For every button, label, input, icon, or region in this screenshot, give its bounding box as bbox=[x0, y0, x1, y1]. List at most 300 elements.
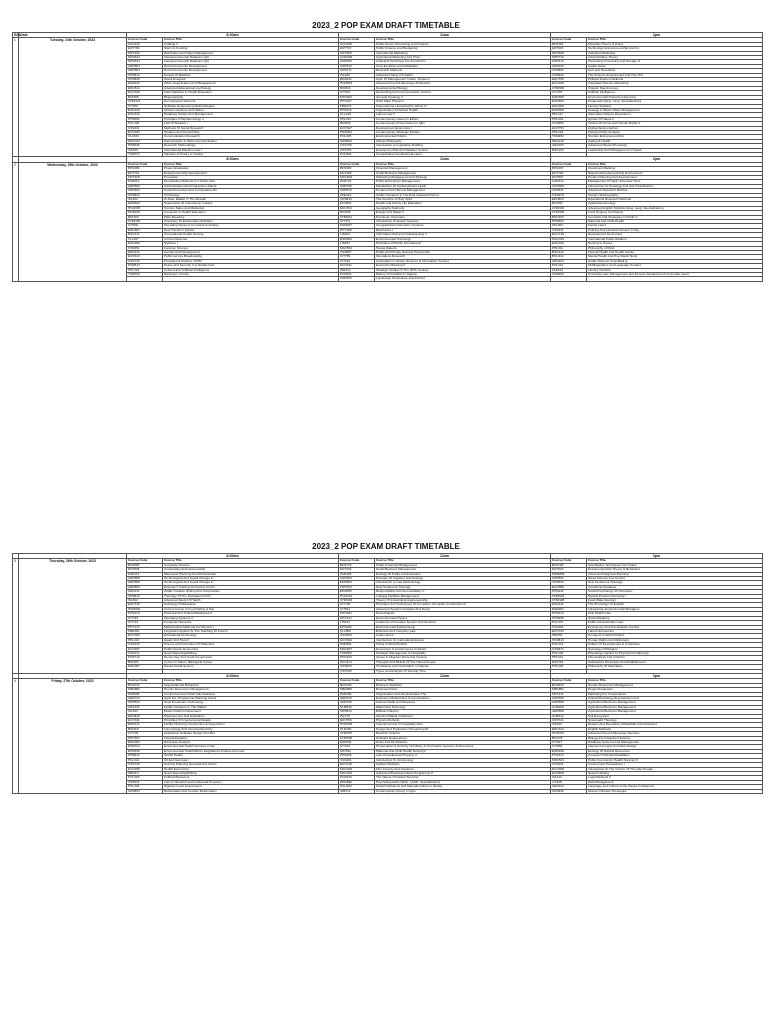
course-title: Product Planning And Development bbox=[587, 176, 763, 180]
course-title: Language and Culture of the Hausa In Diaspora bbox=[587, 785, 763, 789]
course-code: ISL840 bbox=[551, 723, 587, 727]
course-code: PAD724 bbox=[339, 180, 375, 184]
course-code: CSS822 bbox=[551, 73, 587, 77]
course-title: New Testament Theology bbox=[587, 581, 763, 585]
course-code: ENG419 bbox=[127, 108, 163, 112]
course-title: Ecology Of Natural Resources bbox=[587, 749, 763, 753]
course-code: FRE492 bbox=[127, 629, 163, 633]
course-code: ECO818 bbox=[551, 771, 587, 775]
course-title: Introduction To Criminology bbox=[375, 758, 551, 762]
course-title: Facility Planning Construction & Supervision bbox=[163, 723, 339, 727]
course-code: ENG833 bbox=[551, 100, 587, 104]
course-code: CRS771 bbox=[339, 69, 375, 73]
course-title-label: Course Title bbox=[163, 559, 339, 563]
course-title: Application Software Design And Mul bbox=[163, 732, 339, 736]
course-title: Technological And Social Change In bbox=[163, 577, 339, 581]
course-code: ESM303 bbox=[339, 237, 375, 241]
course-code: MPP712 bbox=[551, 56, 587, 60]
course-code: SLM514 bbox=[551, 714, 587, 718]
course-code: BSC303 bbox=[551, 215, 587, 219]
course-code: ESM305 bbox=[551, 95, 587, 99]
course-code: PRM461 bbox=[339, 130, 375, 134]
course-title: Principles & Practice Of PR bbox=[163, 259, 339, 263]
day-date: Friday, 27th October, 2023 bbox=[19, 679, 127, 794]
course-code: CRP406 bbox=[339, 577, 375, 581]
course-title: Rural Community Development bbox=[163, 69, 339, 73]
course-code: PUL418 bbox=[127, 122, 163, 126]
course-code: PHY413 bbox=[127, 625, 163, 629]
course-code: YOR312 bbox=[127, 272, 163, 276]
course-title: Applied Entomology bbox=[587, 202, 763, 206]
course-code: ISL829 bbox=[127, 148, 163, 152]
course-title: Principles And Techniques Of Compilers (Compiler Construction I) bbox=[375, 603, 551, 607]
course-title: Analytical Technique For Animal Pro bbox=[375, 60, 551, 64]
course-title: Legal Methods II bbox=[587, 776, 763, 780]
course-code: ANP306 bbox=[551, 697, 587, 701]
course-code: TSM456 bbox=[339, 651, 375, 655]
course-code: HCM302 bbox=[127, 607, 163, 611]
course-title: Business And Company Law bbox=[375, 629, 551, 633]
course-code: CLL307 bbox=[127, 237, 163, 241]
course-title: Mental Health And Psychiatric Nursi bbox=[587, 255, 763, 259]
course-title: Arabic Rhetoric III (al-Badi'u) bbox=[587, 259, 763, 263]
course-title: Quantitative Techniques For Financ bbox=[587, 563, 763, 567]
course-title: Computer In Health Education bbox=[163, 211, 339, 215]
course-title: Labour Law II bbox=[375, 113, 551, 117]
course-title: African Christian Theologies bbox=[587, 789, 763, 793]
course-title: English Methods bbox=[587, 727, 763, 731]
course-title: Chemistry Of Earthonides Actinides bbox=[163, 220, 339, 224]
course-code: MKT808 bbox=[551, 51, 587, 55]
course-title: Alternative Dispute Resolution I bbox=[587, 113, 763, 117]
course-title: Auditing II bbox=[163, 42, 339, 46]
course-title: Business Policy bbox=[375, 688, 551, 692]
course-title: Principles Of Public International bbox=[375, 242, 551, 246]
course-title: Theory Of Industrial Entrepreneurship bbox=[375, 599, 551, 603]
course-title: Design And Production Of Learning M bbox=[375, 727, 551, 731]
course-code: EDU766 bbox=[551, 78, 587, 82]
course-code: BFN402 bbox=[551, 42, 587, 46]
course-title: Democracy And Good Governance bbox=[163, 656, 339, 660]
course-code: PCR712 bbox=[127, 656, 163, 660]
course-title: Public Sector Economics bbox=[163, 647, 339, 651]
course-code: MAC827 bbox=[339, 647, 375, 651]
course-title-label: Course Title bbox=[587, 559, 763, 563]
course-title: General Topology II bbox=[375, 95, 551, 99]
course-code: MKC904 bbox=[339, 176, 375, 180]
course-title: Strategic Studies In The 20Th Century bbox=[375, 268, 551, 272]
course-title: Reaction Kinetics bbox=[375, 732, 551, 736]
course-code: CSS331 bbox=[127, 126, 163, 130]
course-code: ISL822 bbox=[127, 599, 163, 603]
course-title: Soil Ecosystem bbox=[587, 714, 763, 718]
course-code: NPM612 bbox=[127, 56, 163, 60]
course-code: ENT707 bbox=[339, 47, 375, 51]
course-title: Environmental Physics bbox=[375, 616, 551, 620]
course-title: Human Resources Management bbox=[163, 688, 339, 692]
course-code: ISL402 bbox=[127, 710, 163, 714]
course-title: Applied Statistics bbox=[375, 763, 551, 767]
course-code: CRP504 bbox=[127, 701, 163, 705]
course-code: CHM404 bbox=[551, 206, 587, 210]
course-code: CSS761 bbox=[339, 148, 375, 152]
course-code: CIT474 bbox=[339, 220, 375, 224]
course-title: Geography Methods bbox=[375, 206, 551, 210]
course-title: Agric Ext. Programme Planning And E bbox=[163, 697, 339, 701]
course-code: EDM841 bbox=[339, 581, 375, 585]
course-title: Supervision Of Instructions In Educ bbox=[163, 202, 339, 206]
course-title: Development Economics I bbox=[375, 126, 551, 130]
course-code: CSS715 bbox=[127, 259, 163, 263]
course-title: New Trends In Syntax bbox=[163, 228, 339, 232]
course-code-label: Course Code bbox=[551, 559, 587, 563]
course-title: Methods Of Social Research bbox=[163, 126, 339, 130]
timetable-page-2 bbox=[12, 541, 760, 794]
course-code bbox=[551, 277, 587, 281]
course-title bbox=[163, 277, 339, 281]
course-title: Electronics I bbox=[375, 228, 551, 232]
course-title: Advanced Research Method bbox=[587, 189, 763, 193]
course-code: MKT411 bbox=[551, 692, 587, 696]
course-code: CRS803 bbox=[339, 665, 375, 669]
course-title: Gender And Development bbox=[163, 250, 339, 254]
course-code: POL404 bbox=[127, 785, 163, 789]
course-title: Development Economics bbox=[587, 233, 763, 237]
course-code: FRE672 bbox=[339, 104, 375, 108]
course-title: Nigerian Local Government bbox=[163, 785, 339, 789]
course-code: BFN805 bbox=[127, 563, 163, 567]
course-code: ECO726 bbox=[339, 763, 375, 767]
course-title: Vocational Guidance bbox=[587, 585, 763, 589]
course-code: PHC323 bbox=[339, 656, 375, 660]
course-code: AEM504 bbox=[127, 64, 163, 68]
course-code: NPM812 bbox=[127, 60, 163, 64]
course-code: CIT416 bbox=[339, 259, 375, 263]
course-title-label: Course Title bbox=[375, 559, 551, 563]
course-title: Contemporary Prose Fiction In Igbo bbox=[375, 122, 551, 126]
course-title: Animal Physiology Reproduction And bbox=[587, 697, 763, 701]
course-title: Responsibility And Accountability in bbox=[375, 590, 551, 594]
course-code: PAD813 bbox=[127, 180, 163, 184]
course-title: Security Planning Development And D bbox=[163, 763, 339, 767]
course-code: SLM530 bbox=[339, 705, 375, 709]
course-code: CHM407 bbox=[339, 732, 375, 736]
course-code: EDU736 bbox=[127, 603, 163, 607]
course-code: ANP309 bbox=[339, 60, 375, 64]
course-title: Corporate Finance bbox=[163, 563, 339, 567]
course-title: Crop Evolution And Adaptation bbox=[375, 64, 551, 68]
course-code: BUS702 bbox=[339, 683, 375, 687]
course-title: Biogeography bbox=[163, 95, 339, 99]
course-title: Data Management bbox=[587, 780, 763, 784]
course-code: CIT401 bbox=[339, 91, 375, 95]
course-title: Christology bbox=[163, 193, 339, 197]
course-title: Greek Exegesis bbox=[163, 78, 339, 82]
course-code: CIT712 bbox=[127, 621, 163, 625]
course-code: PAM491 bbox=[339, 643, 375, 647]
course-title: Database Design And Management bbox=[163, 113, 339, 117]
course-title: Gospel Of Matthew bbox=[163, 73, 339, 77]
course-code: DES313 bbox=[127, 250, 163, 254]
course-code: ESM201 bbox=[551, 607, 587, 611]
course-title: Immunology And Immunochemistry bbox=[163, 727, 339, 731]
day-number: 3 bbox=[13, 559, 19, 674]
course-code: ECO409 bbox=[127, 767, 163, 771]
course-code: ECS821 bbox=[339, 202, 375, 206]
course-title: Watershed Hydrology bbox=[375, 705, 551, 709]
course-code: ECO441 bbox=[339, 264, 375, 268]
course-title: Urban And Regional Planning bbox=[587, 572, 763, 576]
course-code: BUS625 bbox=[551, 683, 587, 687]
course-title: Software Engineering Methodologies bbox=[163, 104, 339, 108]
course-title: Political Science Methods bbox=[587, 78, 763, 82]
course-title: Politics Of Development & Underdeve bbox=[587, 643, 763, 647]
course-title: Food Water Ecology bbox=[587, 599, 763, 603]
course-title: Advanced Broadcast News Programme P bbox=[375, 771, 551, 775]
course-code: ARA430 bbox=[127, 705, 163, 709]
course-code: EDA855 bbox=[339, 590, 375, 594]
course-code: PPL424 bbox=[127, 638, 163, 642]
course-title: Field Statistics In Health Education bbox=[163, 91, 339, 95]
page-title: 2023_2 POP EXAM DRAFT TIMETABLE bbox=[312, 21, 460, 30]
course-title: Ecology Of Public Administration bbox=[375, 572, 551, 576]
course-title: Research Methodology bbox=[163, 144, 339, 148]
course-title: Information Retrieval (Cataloguing) II bbox=[375, 233, 551, 237]
course-title: Policing And Law Enforcement In Nig bbox=[587, 228, 763, 232]
course-code: POL314 bbox=[551, 643, 587, 647]
course-title: Public Administration Law bbox=[587, 621, 763, 625]
course-code: CHM309 bbox=[551, 211, 587, 215]
timetable-page-1 bbox=[12, 20, 760, 282]
course-code: CSS878 bbox=[551, 193, 587, 197]
course-title: Environmental Health Ethics Regulations Policies And Law bbox=[163, 749, 339, 753]
course-code: EDU823 bbox=[551, 198, 587, 202]
course-title: Environmental Health Services In Em bbox=[163, 745, 339, 749]
course-title: Concept Of Mental Disabilities bbox=[587, 754, 763, 758]
course-code: EGC805 bbox=[551, 585, 587, 589]
day-number: 2 bbox=[13, 162, 19, 281]
course-code: BFN407 bbox=[551, 167, 587, 171]
course-title: Family Law II bbox=[587, 224, 763, 228]
course-title: Advanced Study Of Hadith bbox=[163, 599, 339, 603]
course-code: ENG333 bbox=[551, 242, 587, 246]
course-code-label: Course Code bbox=[127, 162, 163, 166]
course-title: Metabolism Of Carbohydrates Lipids bbox=[375, 184, 551, 188]
course-code: AEM609 bbox=[551, 701, 587, 705]
course-title: Petroleum Chemistry bbox=[375, 215, 551, 219]
course-code: CSS411 bbox=[127, 651, 163, 655]
course-title: Equity And Trust II bbox=[163, 638, 339, 642]
header-sn: S/N bbox=[14, 33, 20, 37]
course-title: Forensic Science bbox=[163, 246, 339, 250]
course-code-label: Course Code bbox=[339, 38, 375, 42]
course-title: Strategic Management In Hospitality bbox=[375, 651, 551, 655]
course-code: BIO842 bbox=[339, 122, 375, 126]
course-title: Public And Private Security Partnership bbox=[375, 250, 551, 254]
course-code: EDA816 bbox=[127, 82, 163, 86]
course-title: Promotion bbox=[163, 176, 339, 180]
course-code: CHM318 bbox=[551, 594, 587, 598]
course-title: Agricultural Business Management bbox=[587, 710, 763, 714]
course-title: Organizational Behaviour bbox=[163, 683, 339, 687]
course-code: BUS422 bbox=[127, 683, 163, 687]
course-title: Artificial Intelligence bbox=[587, 91, 763, 95]
course-title: Entrepreneurship Development bbox=[163, 171, 339, 175]
course-title: Taxation And Fiscal Policy bbox=[163, 130, 339, 134]
course-code: MAC334 bbox=[551, 237, 587, 241]
course-title: Intergovernmental Relations (Igr) bbox=[163, 56, 339, 60]
slot-heading: 11am bbox=[339, 33, 551, 38]
course-title: Lodging Facilities Management bbox=[375, 594, 551, 598]
course-code: CRS822 bbox=[127, 193, 163, 197]
course-code: AEM719 bbox=[339, 697, 375, 701]
course-title: Ageing & Health bbox=[587, 139, 763, 143]
course-title-label: Course Title bbox=[587, 162, 763, 166]
course-code: CRS704 bbox=[339, 585, 375, 589]
course-code: AEM509 bbox=[551, 710, 587, 714]
course-code: ENT709 bbox=[127, 47, 163, 51]
course-title: Technological And Social Change In bbox=[163, 581, 339, 585]
course-code: ALM609 bbox=[551, 705, 587, 709]
course-code: MKT306 bbox=[127, 51, 163, 55]
course-code: CSS852 bbox=[551, 122, 587, 126]
course-code: AEM505 bbox=[127, 184, 163, 188]
course-code: EDU820 bbox=[127, 714, 163, 718]
course-code: TSM452 bbox=[551, 135, 587, 139]
course-code: AFE414 bbox=[339, 193, 375, 197]
slot-heading: 8:30am bbox=[127, 157, 339, 162]
course-code: PAD808 bbox=[127, 692, 163, 696]
slot-heading: 2pm bbox=[551, 673, 763, 678]
course-code: ESV704 bbox=[551, 660, 587, 664]
course-title: Concepts And Strategies In Public C bbox=[587, 215, 763, 219]
course-code: CIT831 bbox=[127, 104, 163, 108]
day-date: Wednesday, 25th October, 2023 bbox=[19, 162, 127, 281]
course-code-label: Course Code bbox=[551, 38, 587, 42]
course-code: CRS846 bbox=[551, 789, 587, 793]
course-title: Hausa Social System bbox=[163, 665, 339, 669]
course-title: Rural Community Development bbox=[163, 64, 339, 68]
course-title: Foreign Policy Analysis bbox=[587, 130, 763, 134]
course-title: Biblical Criticism bbox=[375, 710, 551, 714]
course-title: Automation in Library Services & Information Centres bbox=[375, 259, 551, 263]
slot-heading: 2pm bbox=[551, 33, 763, 38]
course-title: Commercial Transactions I bbox=[587, 763, 763, 767]
course-title: China In World Politics bbox=[375, 643, 551, 647]
course-code: AEM712 bbox=[127, 697, 163, 701]
course-code: PAD306 bbox=[339, 692, 375, 696]
course-title: Internet Concepts And Web Design bbox=[587, 745, 763, 749]
course-code: CSS802 bbox=[551, 272, 587, 276]
course-code: ISL312 bbox=[551, 776, 587, 780]
course-code: MAC501 bbox=[339, 246, 375, 250]
course-code: PHS319 bbox=[551, 612, 587, 616]
course-title-label: Course Title bbox=[163, 679, 339, 683]
course-title: Monetary Theory & Policy bbox=[587, 42, 763, 46]
course-code: PUL802 bbox=[339, 152, 375, 156]
course-code: PCR819 bbox=[551, 638, 587, 642]
course-code: MKT308 bbox=[127, 176, 163, 180]
course-code: CHM403 bbox=[339, 599, 375, 603]
course-title: Varieties of Poetry in Yoruba bbox=[163, 152, 339, 156]
course-title: Appl. Of Management In Edu. Systems bbox=[375, 78, 551, 82]
course-title: Introduction to Legislative Drafting bbox=[375, 144, 551, 148]
course-code: CIT431 bbox=[339, 745, 375, 749]
course-title: Film Country And Literature bbox=[375, 767, 551, 771]
course-code: EHS405 bbox=[339, 625, 375, 629]
course-code: ECO332 bbox=[127, 634, 163, 638]
course-code: ENG352 bbox=[127, 741, 163, 745]
course-code: ECO406 bbox=[127, 130, 163, 134]
course-title: Project Evaluation bbox=[163, 167, 339, 171]
course-code: PHS825 bbox=[127, 144, 163, 148]
course-title bbox=[587, 277, 763, 281]
course-title: Industrial Marketing bbox=[587, 51, 763, 55]
course-title: Software Engineering I bbox=[375, 736, 551, 740]
course-code: PPL317 bbox=[551, 113, 587, 117]
course-code: CIT736 bbox=[339, 603, 375, 607]
course-code: ANP436 bbox=[339, 701, 375, 705]
course-code: CSS401 bbox=[339, 758, 375, 762]
course-title: Administration And Programme Planni bbox=[163, 184, 339, 188]
course-title: Human Rights And Diplomacy bbox=[587, 638, 763, 642]
course-title: Maternal And Child Health bbox=[587, 220, 763, 224]
course-title: Intergovernmental Relations (Igr) bbox=[163, 60, 339, 64]
course-title: Physiology Applied To Physical Conditioning bbox=[587, 651, 763, 655]
course-title: Francophone Literature(Pre &Post In bbox=[375, 104, 551, 108]
course-code: ESM311 bbox=[339, 741, 375, 745]
course-code: PHS812 bbox=[127, 754, 163, 758]
course-title: Islamic Historiography bbox=[587, 193, 763, 197]
course-title: Arabic Novel bbox=[587, 64, 763, 68]
course-title: Public Financial Management bbox=[375, 563, 551, 567]
course-code: BSC412 bbox=[551, 255, 587, 259]
course-title: Philosophy of Mind bbox=[587, 246, 763, 250]
course-code: EDU764 bbox=[339, 206, 375, 210]
course-title: Small Business Management bbox=[375, 171, 551, 175]
course-code: CSS491 bbox=[551, 625, 587, 629]
course-code: CSS851 bbox=[127, 246, 163, 250]
course-title: The School's Environment And The Chil bbox=[587, 73, 763, 77]
course-title: Developmental Biology bbox=[375, 86, 551, 90]
course-code: BIO415 bbox=[551, 736, 587, 740]
course-title: Health And Family Life Education bbox=[375, 202, 551, 206]
course-title: Types And Analysis Of Security Thre bbox=[375, 669, 551, 673]
course-code: ISL402 bbox=[127, 198, 163, 202]
course-code: ESU216 bbox=[127, 113, 163, 117]
course-title: Produce Post Harvest Management bbox=[375, 189, 551, 193]
course-code: CHM311 bbox=[339, 215, 375, 219]
course-code: ENG307 bbox=[127, 665, 163, 669]
course-code: CHM309 bbox=[551, 86, 587, 90]
course-code: BFN409 bbox=[127, 167, 163, 171]
course-code: POL318 bbox=[127, 776, 163, 780]
course-title: Public Enterprises Management bbox=[375, 180, 551, 184]
course-title: Advanced English Stylistics (Eng. Lang. Specialization) bbox=[587, 206, 763, 210]
course-code: FPL304 bbox=[551, 224, 587, 228]
course-code-label: Course Code bbox=[127, 559, 163, 563]
course-title: Introduction Environmental Managem bbox=[587, 607, 763, 611]
course-title: Reason And Revelation (Mutazillah And Asharism) bbox=[587, 723, 763, 727]
course-title: Cybercrimes bbox=[375, 634, 551, 638]
timetable-table bbox=[12, 553, 763, 794]
course-title: Nigerian Entrepreneurship Environment bbox=[587, 171, 763, 175]
day-number: 4 bbox=[13, 679, 19, 794]
course-code: BSC412 bbox=[551, 250, 587, 254]
course-title: Leadership And Management in Health bbox=[587, 148, 763, 152]
course-code: MTH441 bbox=[339, 612, 375, 616]
course-code: ENG406 bbox=[551, 104, 587, 108]
